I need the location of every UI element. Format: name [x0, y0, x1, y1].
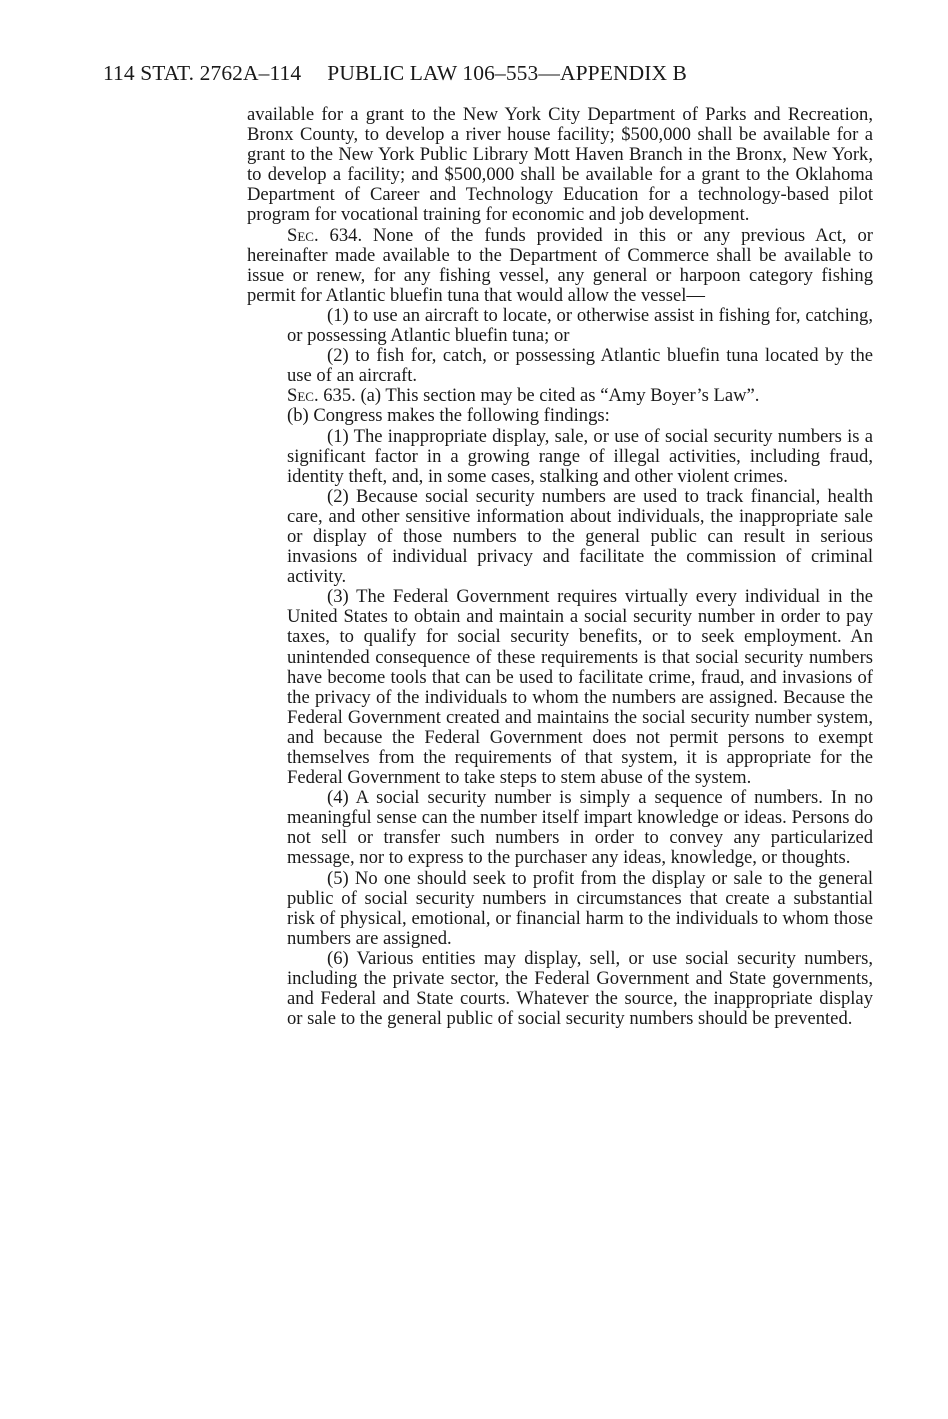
finding-5 — [247, 869, 873, 949]
paragraph-text: (a) This section may be cited as “Amy Boyer’s Law”. — [355, 385, 760, 407]
section-634-item-1 — [247, 306, 873, 346]
paragraph-text: (1) to use an aircraft to locate, or otherwise assist in fishing for, catching, or possessing Atlantic bluefin tuna; or — [287, 304, 873, 347]
finding-6 — [247, 949, 873, 1029]
finding-1 — [247, 427, 873, 487]
paragraph-text: (2) Because social security numbers are used to track financial, health care, and other sensitive information about individuals, the inappropriate sale or display of those numbers to the general public can result in serious invasions of individual privacy and facilitate the commission of criminal activity. — [287, 485, 873, 588]
finding-2 — [247, 487, 873, 587]
paragraph-text: available for a grant to the New York City Department of Parks and Recreation, Bronx County, to develop a river house facility; $500,000 shall be available for a grant to the New York Public Library Mott Haven Branch in the Bronx, New York, to develop a facility; and $500,000 shall be available for a grant to the Oklahoma Department of Career and Technology Education for a technology-based pilot program for vocational training for economic and job development. — [247, 104, 873, 226]
statute-citation: 114 STAT. 2762A–114 — [103, 61, 302, 85]
paragraph-text: (5) No one should seek to profit from the display or sale to the general public of social security numbers in circumstances that create a substantial risk of physical, emotional, or financial harm to the individuals to whom those numbers are assigned. — [287, 867, 873, 949]
finding-3 — [247, 587, 873, 788]
paragraph-text: (4) A social security number is simply a sequence of numbers. In no meaningful sense can the number itself impart knowledge or ideas. Persons do not sell or transfer such numbers in order to convey any particularized message, nor to express to the purchaser any ideas, knowledge, or thoughts. — [287, 787, 873, 869]
paragraph-text: (6) Various entities may display, sell, or use social security numbers, including the private sector, the Federal Government and State governments, and Federal and State courts. Whatever the source, the inappropriate display or sale to the general public of social security numbers should be prevented. — [287, 947, 873, 1030]
paragraph-text: None of the funds provided in this or any previous Act, or hereinafter made available to the Department of Commerce shall be available to issue or renew, for any fishing vessel, any general or harpoon category fishing permit for Atlantic bluefin tuna that would allow the vessel— — [247, 224, 873, 306]
running-header — [103, 60, 687, 86]
public-law-title: PUBLIC LAW 106–553—APPENDIX B — [327, 61, 687, 85]
paragraph-text: (b) Congress makes the following findings: — [287, 405, 610, 427]
section-634-item-2 — [247, 346, 873, 386]
section-label: Sec. 634. — [287, 224, 363, 246]
paragraph-text: (3) The Federal Government requires virtually every individual in the United States to obtain and maintain a social security number in order to pay taxes, to qualify for social security benefits, or to seek employment. An unintended consequence of these requirements is that social security numbers have become tools that can be used to facilitate crime, fraud, and invasions of the privacy of the individuals to whom the numbers are assigned. Because the Federal Government created and maintains the social security number system, and because the Federal Government does not permit persons to exempt themselves from the requirements of that system, it is appropriate for the Federal Government to take steps to stem abuse of the system. — [287, 586, 873, 789]
finding-4 — [247, 788, 873, 868]
paragraph-text: (1) The inappropriate display, sale, or use of social security numbers is a significant factor in a growing range of illegal activities, including fraud, identity theft, and, in some cases, stalking and other violent crimes. — [287, 425, 873, 487]
section-634 — [247, 226, 873, 306]
section-635 — [247, 386, 873, 406]
paragraph-text: (2) to fish for, catch, or possessing Atlantic bluefin tuna located by the use of an aircraft. — [287, 345, 873, 387]
section-label: Sec. 635. — [287, 385, 356, 407]
continued-paragraph — [247, 105, 873, 226]
body-text — [247, 105, 873, 1029]
section-635-subsection-b — [247, 406, 873, 426]
